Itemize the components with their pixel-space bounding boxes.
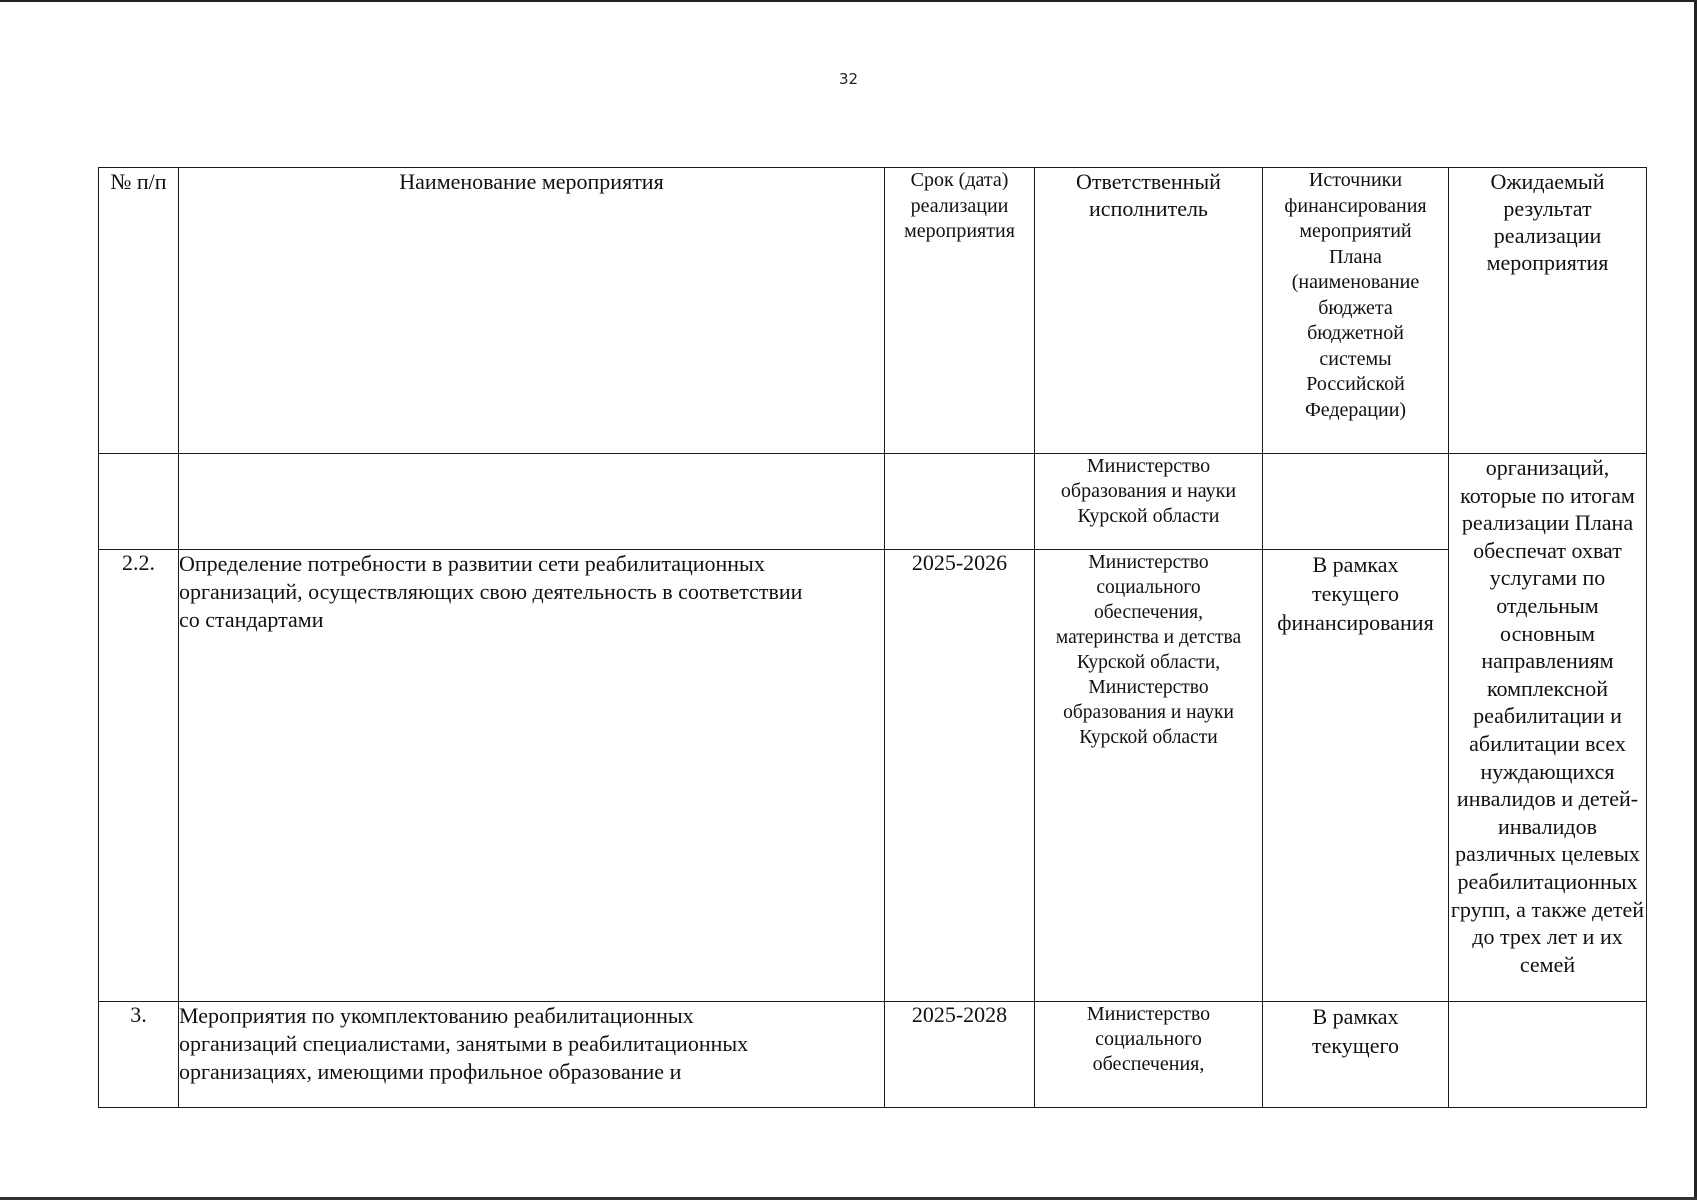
cell-line: абилитации всех xyxy=(1469,730,1626,756)
row-term xyxy=(885,454,1035,550)
row-name xyxy=(179,454,885,550)
row-num xyxy=(99,454,179,550)
plan-table xyxy=(98,167,1647,1108)
cell-line: отдельным xyxy=(1496,592,1599,618)
cell-line: комплексной xyxy=(1486,675,1609,701)
cell-line: мероприятия xyxy=(1486,250,1609,275)
cell-line: групп, а также детей xyxy=(1450,896,1645,922)
cell-line: финансирования xyxy=(1277,610,1434,635)
cell-line: образования и науки xyxy=(1060,480,1237,502)
cell-line: обеспечения, xyxy=(1094,602,1203,623)
cell-line: Российской xyxy=(1306,373,1405,395)
cell-line: Срок (дата) xyxy=(910,169,1009,191)
table-row xyxy=(99,550,1647,1002)
cell-line: бюджета xyxy=(1318,296,1393,319)
row-financing xyxy=(1263,454,1449,550)
cell-line: социального xyxy=(1096,577,1201,598)
header-responsible xyxy=(1035,168,1263,454)
page-number: 32 xyxy=(838,70,859,88)
cell-line: Курской области xyxy=(1079,727,1218,748)
header-result xyxy=(1449,168,1647,454)
cell-line: организациях, имеющими профильное образование и xyxy=(179,1059,682,1084)
row-name xyxy=(179,550,885,1002)
cell-line: Министерство xyxy=(1086,455,1211,477)
row-responsible xyxy=(1035,550,1263,1002)
header-sources xyxy=(1263,168,1449,454)
header-row xyxy=(99,168,1647,454)
row-term: 2025-2028 xyxy=(885,1002,1035,1108)
table-row xyxy=(99,1002,1647,1108)
cell-line: инвалидов и детей- xyxy=(1456,786,1639,812)
cell-line: Министерство xyxy=(1088,552,1209,573)
cell-line: материнства и детства xyxy=(1055,627,1242,648)
row-result xyxy=(1449,1002,1647,1108)
cell-line: мероприятий xyxy=(1299,220,1412,242)
cell-line: направлениям xyxy=(1481,648,1614,674)
cell-line: инвалидов xyxy=(1498,813,1597,839)
row-num: 2.2. xyxy=(99,550,179,1002)
cell-line: Определение потребности в развитии сети реабилитационных xyxy=(179,551,765,576)
cell-line: В рамках xyxy=(1312,552,1399,577)
cell-line: организаций, осуществляющих свою деятельность в соответствии xyxy=(179,579,803,604)
cell-line: до трех лет и их xyxy=(1472,924,1623,950)
header-term xyxy=(885,168,1035,454)
cell-line: Министерство xyxy=(1086,1003,1211,1025)
cell-line: мероприятия xyxy=(904,220,1015,242)
cell-line: Министерство xyxy=(1088,677,1209,698)
row-num: 3. xyxy=(99,1002,179,1108)
cell-line: различных целевых xyxy=(1455,841,1640,867)
cell-line: образования и науки xyxy=(1063,702,1234,723)
row-term: 2025-2026 xyxy=(885,550,1035,1002)
cell-line: организаций, xyxy=(1485,455,1610,480)
cell-line: текущего xyxy=(1312,1033,1399,1058)
row-responsible xyxy=(1035,454,1263,550)
row-responsible xyxy=(1035,1002,1263,1108)
cell-line: реализации xyxy=(910,194,1009,217)
cell-line: организаций специалистами, занятыми в реабилитационных xyxy=(179,1031,749,1056)
cell-line: обеспечения, xyxy=(1092,1053,1205,1075)
cell-line: Федерации) xyxy=(1304,398,1407,421)
table-row xyxy=(99,454,1647,550)
cell-line: Источники xyxy=(1308,169,1403,191)
scan-edge-top xyxy=(0,0,1697,2)
header-name: Наименование мероприятия xyxy=(179,168,885,454)
cell-line: Курской области, xyxy=(1076,652,1221,673)
row-name xyxy=(179,1002,885,1108)
cell-line: (наименование xyxy=(1291,271,1420,293)
row-financing xyxy=(1263,550,1449,1002)
cell-line: Мероприятия по укомплектованию реабилитационных xyxy=(179,1003,694,1028)
cell-line: текущего xyxy=(1312,581,1399,606)
cell-line: реализации Плана xyxy=(1461,510,1634,536)
cell-line: Плана xyxy=(1329,245,1382,268)
row-financing xyxy=(1263,1002,1449,1108)
cell-line: которые по итогам xyxy=(1460,482,1635,508)
cell-line: социального xyxy=(1095,1028,1202,1050)
cell-line: исполнитель xyxy=(1089,196,1208,221)
cell-line: основным xyxy=(1500,620,1595,646)
cell-line: Ожидаемый xyxy=(1490,169,1605,194)
cell-line: реабилитационных xyxy=(1457,868,1638,894)
cell-line: со стандартами xyxy=(179,607,324,632)
cell-line: нуждающихся xyxy=(1480,758,1615,784)
cell-line: Ответственный xyxy=(1076,169,1221,194)
cell-line: финансирования xyxy=(1284,194,1427,217)
header-num: № п/п xyxy=(99,168,179,454)
row-result-merged xyxy=(1449,454,1647,1002)
cell-line: услугами по xyxy=(1489,565,1606,591)
cell-line: реабилитации и xyxy=(1473,703,1622,729)
cell-line: Курской области xyxy=(1077,505,1220,527)
cell-line: системы xyxy=(1319,347,1392,370)
cell-line: семей xyxy=(1519,951,1576,977)
cell-line: результат xyxy=(1503,196,1592,221)
cell-line: В рамках xyxy=(1312,1004,1399,1029)
cell-line: обеспечат охват xyxy=(1473,537,1622,563)
cell-line: бюджетной xyxy=(1307,322,1404,344)
cell-line: реализации xyxy=(1493,223,1602,248)
